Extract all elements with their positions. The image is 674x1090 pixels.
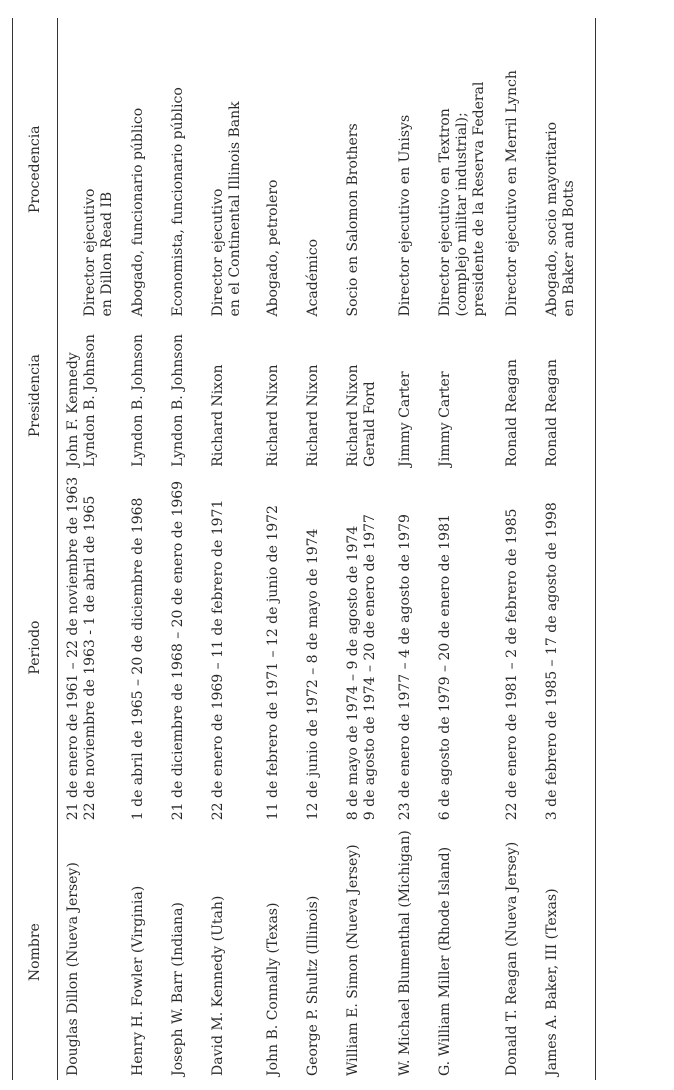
nombre-text: William E. Simon (Nueva Jersey) [344,844,361,1076]
cell-nombre [258,824,298,1080]
cell-nombre [497,824,537,1080]
procedencia-line: Director ejecutivo en Textron [436,108,453,317]
presidencia-line: Richard Nixon [264,364,281,467]
cell-periodo [537,471,596,824]
cell-procedencia [497,18,537,321]
presidencia-line: Ronald Reagan [503,359,520,467]
header-periodo: Periodo [13,471,58,824]
table-row [390,18,430,1080]
procedencia-line: Socio en Salomon Brothers [344,123,361,317]
table-row [203,18,258,1080]
periodo-line: 6 de agosto de 1979 – 20 de enero de 1981 [436,514,453,821]
procedencia-line: Director ejecutivo [82,188,98,317]
procedencia-line: Economista, funcionario público [169,87,186,317]
procedencia-line: (complejo militar industrial); [453,112,470,317]
header-nombre: Nombre [13,824,58,1080]
table-body [58,18,596,1080]
table-row [298,18,338,1080]
procedencia-line: en Baker and Botts [560,180,577,317]
table-row [163,18,203,1080]
procedencia-line: Abogado, petrolero [264,179,281,317]
cell-presidencia [338,321,390,471]
cell-presidencia [497,321,537,471]
nombre-text: Joseph W. Barr (Indiana) [169,902,186,1076]
procedencia-line: Director ejecutivo [209,188,226,317]
cell-nombre [390,824,430,1080]
presidencia-line: Jimmy Carter [396,371,413,467]
procedencia-line: en Dillon Read IB [99,191,115,317]
nombre-text: W. Michael Blumenthal (Michigan) [396,830,413,1076]
nombre-text: Douglas Dillon (Nueva Jersey) [65,862,81,1076]
procedencia-line: Director ejecutivo en Unisys [396,114,413,317]
procedencia-line: Académico [304,238,321,317]
periodo-line: 22 de noviembre de 1963 - 1 de abril de 1965 [82,495,98,821]
cell-procedencia [298,18,338,321]
header-presidencia: Presidencia [13,321,58,471]
cell-periodo [298,471,338,824]
presidencia-line: Lyndon B. Johnson [129,334,146,467]
presidencia-line: Richard Nixon [209,364,226,467]
cell-periodo [497,471,537,824]
presidencia-line: Lyndon B. Johnson [169,334,186,467]
procedencia-line: Director ejecutivo en Merril Lynch [503,70,520,317]
table-row [537,18,596,1080]
cell-presidencia [203,321,258,471]
cell-procedencia [390,18,430,321]
cell-periodo [338,471,390,824]
periodo-line: 8 de mayo de 1974 – 9 de agosto de 1974 [344,525,361,821]
cell-nombre [203,824,258,1080]
cell-periodo [203,471,258,824]
procedencia-line: presidente de la Reserva Federal [470,81,487,317]
periodo-line: 23 de enero de 1977 – 4 de agosto de 1979 [396,514,413,821]
nombre-text: Henry H. Fowler (Virginia) [129,885,146,1076]
nombre-text: Donald T. Reagan (Nueva Jersey) [503,841,520,1076]
cell-periodo [58,471,123,824]
presidencia-line: Jimmy Carter [436,371,453,467]
periodo-line: 21 de diciembre de 1968 – 20 de enero de 1969 [169,480,186,821]
cell-nombre [338,824,390,1080]
periodo-line: 12 de junio de 1972 – 8 de mayo de 1974 [304,528,321,821]
periodo-line: 22 de enero de 1981 – 2 de febrero de 1985 [503,508,520,821]
cell-nombre [298,824,338,1080]
presidencia-line: Richard Nixon [304,364,321,467]
cell-periodo [258,471,298,824]
cell-nombre [58,824,123,1080]
presidencia-line: Richard Nixon [344,364,361,467]
cell-nombre [537,824,596,1080]
cell-procedencia [537,18,596,321]
procedencia-line: Abogado, funcionario público [129,107,146,317]
periodo-line: 1 de abril de 1965 – 20 de diciembre de 1968 [129,497,146,821]
table-row [258,18,298,1080]
cell-nombre [123,824,163,1080]
cell-nombre [430,824,497,1080]
table-row [338,18,390,1080]
table-row [497,18,537,1080]
nombre-text: George P. Shultz (Illinois) [304,895,321,1076]
secretaries-table [12,18,596,1080]
table-row [430,18,497,1080]
cell-nombre [163,824,203,1080]
table-row [58,18,123,1080]
cell-procedencia [430,18,497,321]
nombre-text: David M. Kennedy (Utah) [209,895,226,1076]
cell-procedencia [58,18,123,321]
periodo-line: 9 de agosto de 1974 – 20 de enero de 1977 [361,514,378,821]
presidencia-line: Gerald Ford [361,381,378,467]
cell-periodo [123,471,163,824]
periodo-line: 22 de enero de 1969 – 11 de febrero de 1971 [209,499,226,821]
cell-presidencia [258,321,298,471]
procedencia-line: Abogado, socio mayoritario [543,121,560,317]
cell-procedencia [203,18,258,321]
table-row [123,18,163,1080]
procedencia-line: en el Continental Illinois Bank [226,101,243,317]
cell-procedencia [163,18,203,321]
cell-presidencia [298,321,338,471]
cell-presidencia [123,321,163,471]
cell-procedencia [123,18,163,321]
cell-presidencia [430,321,497,471]
cell-presidencia [163,321,203,471]
cell-procedencia [338,18,390,321]
cell-periodo [430,471,497,824]
periodo-line: 21 de enero de 1961 – 22 de noviembre de 1963 [65,476,81,821]
cell-presidencia [537,321,596,471]
nombre-text: John B. Connally (Texas) [264,902,281,1076]
cell-periodo [163,471,203,824]
nombre-text: James A. Baker, III (Texas) [543,888,560,1076]
cell-periodo [390,471,430,824]
cell-presidencia [390,321,430,471]
presidencia-line: John F. Kennedy [65,352,81,467]
presidencia-line: Ronald Reagan [543,359,560,467]
presidencia-line: Lyndon B. Johnson [82,334,98,467]
cell-presidencia [58,321,123,471]
nombre-text: G. William Miller (Rhode Island) [436,846,453,1076]
periodo-line: 3 de febrero de 1985 – 17 de agosto de 1998 [543,502,560,821]
header-procedencia: Procedencia [13,18,58,321]
header-row [13,18,58,1080]
procedencia-line [65,24,82,317]
periodo-line: 11 de febrero de 1971 – 12 de junio de 1972 [264,505,281,821]
cell-procedencia [258,18,298,321]
